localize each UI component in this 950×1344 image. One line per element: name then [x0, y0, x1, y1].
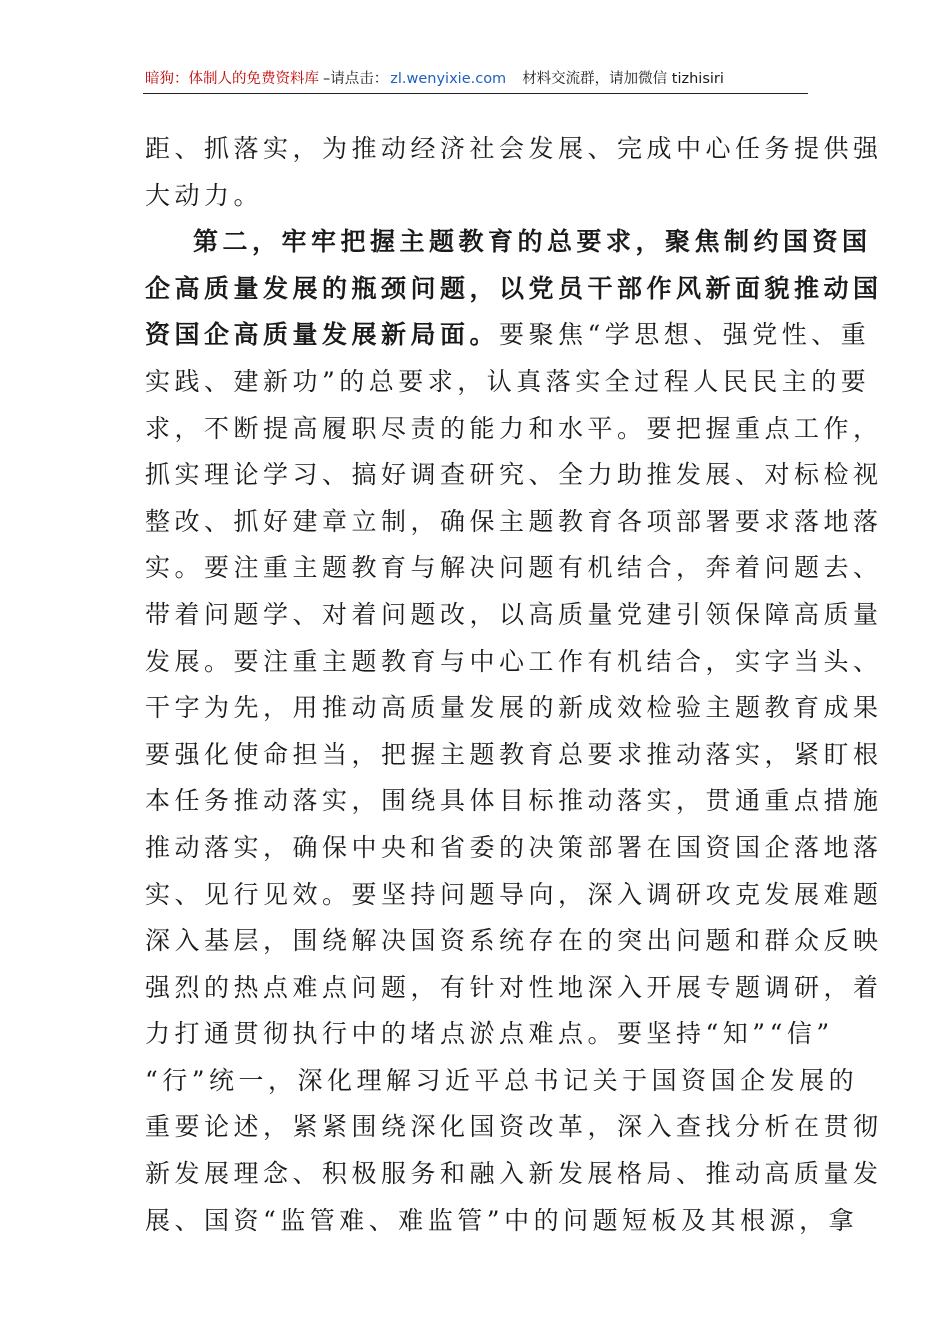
page-header — [145, 66, 807, 92]
body-line: 深入基层，围绕解决国资系统存在的突出问题和群众反映 — [145, 926, 883, 956]
body-line: 发展。要注重主题教育与中心工作有机结合，实字当头、 — [145, 646, 883, 676]
body-line: 新发展理念、积极服务和融入新发展格局、推动高质量发 — [145, 1159, 883, 1189]
header-group-info: 材料交流群，请加微信 tizhisiri — [522, 71, 724, 87]
body-line: 抓实理论学习、搞好调查研究、全力助推发展、对标检视 — [145, 460, 883, 490]
body-line: 整改、抓好建章立制，确保主题教育各项部署要求落地落 — [145, 506, 883, 536]
header-brand: 暗狗：体制人的免费资料库 — [145, 71, 319, 87]
body-line: 干字为先，用推动高质量发展的新成效检验主题教育成果 — [145, 693, 883, 723]
section-heading-line: 企高质量发展的瓶颈问题，以党员干部作风新面貌推动国 — [145, 273, 883, 303]
header-prompt: –请点击： — [323, 71, 389, 87]
body-line: 求，不断提高履职尽责的能力和水平。要把握重点工作， — [145, 413, 883, 443]
body-line: 实、见行见效。要坚持问题导向，深入调研攻克发展难题 — [145, 879, 883, 909]
body-line: 实。要注重主题教育与解决问题有机结合，奔着问题去、 — [145, 553, 883, 583]
section-heading-line: 第二，牢牢把握主题教育的总要求，聚焦制约国资国 — [193, 227, 872, 257]
body-line: 展、国资“监管难、难监管”中的问题短板及其根源，拿 — [145, 1205, 859, 1235]
body-line: 距、抓落实，为推动经济社会发展、完成中心任务提供强 — [145, 134, 883, 163]
header-divider — [143, 93, 808, 94]
body-line: 要强化使命担当，把握主题教育总要求推动落实，紧盯根 — [145, 739, 883, 769]
body-line: 大动力。 — [145, 180, 264, 210]
header-link[interactable]: zl.wenyixie.com — [390, 71, 507, 87]
body-line: 带着问题学、对着问题改，以高质量党建引领保障高质量 — [145, 599, 883, 629]
body-line: 本任务推动落实，围绕具体目标推动落实，贯通重点措施 — [145, 786, 883, 816]
body-line: 推动落实，确保中央和省委的决策部署在国资国企落地落 — [145, 832, 883, 862]
body-line: 实践、建新功”的总要求，认真落实全过程人民民主的要 — [145, 366, 871, 396]
section-heading-line: 资国企高质量发展新局面。要聚焦“学思想、强党性、重 — [145, 320, 871, 350]
body-line: 重要论述，紧紧围绕深化国资改革，深入查找分析在贯彻 — [145, 1112, 883, 1142]
body-line: “行”统一，深化理解习近平总书记关于国资国企发展的 — [145, 1065, 859, 1095]
body-line: 力打通贯彻执行中的堵点淤点难点。要坚持“知”“信” — [145, 1019, 834, 1049]
body-line: 强烈的热点难点问题，有针对性地深入开展专题调研，着 — [145, 972, 883, 1002]
document-body — [145, 126, 883, 1244]
